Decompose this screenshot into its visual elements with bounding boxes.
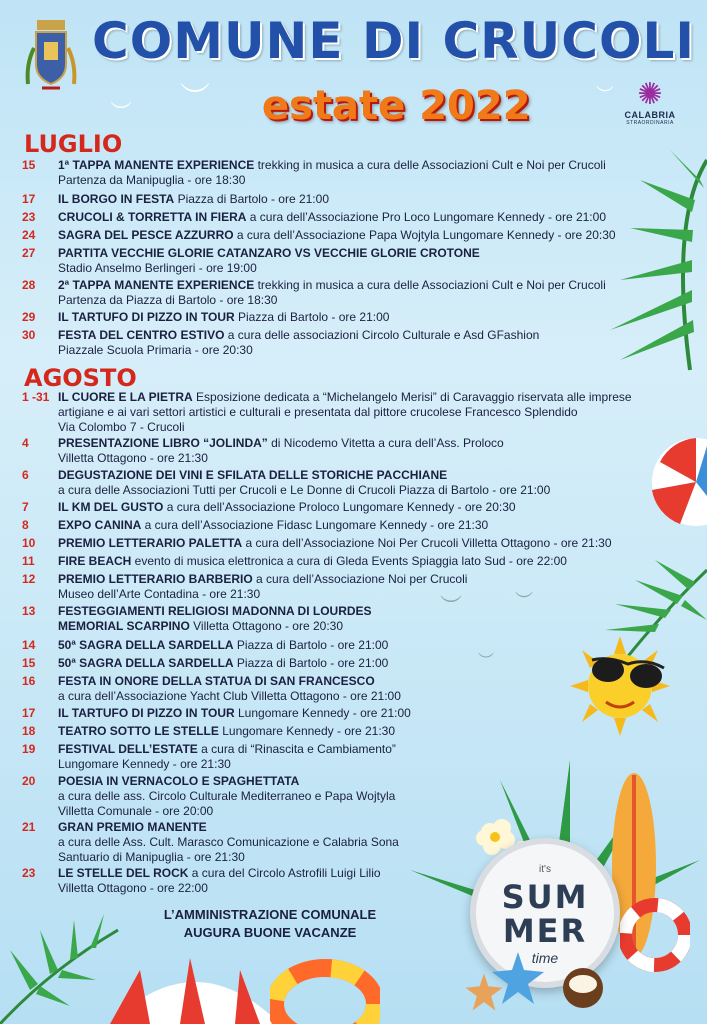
event-desc: Lungomare Kennedy - ore 21:00 (234, 706, 411, 720)
event-location: Partenza da Manipuglia - ore 18:30 (58, 173, 246, 187)
event-day: 28 (22, 278, 36, 292)
event-item (22, 310, 662, 325)
event-item (22, 638, 662, 653)
event-organizer: a cura delle Ass. Cult. Marasco Comunicazione e Calabria Sona (58, 835, 399, 849)
event-location: Piazzale Scuola Primaria - ore 20:30 (58, 343, 253, 357)
event-item (22, 674, 662, 704)
event-name: FESTA DEL CENTRO ESTIVO (58, 328, 225, 342)
event-desc: a cura dell’Associazione Proloco Lungomare Kennedy - ore 20:30 (163, 500, 516, 514)
event-item (22, 820, 662, 865)
calabria-logo-subtext: STRAORDINARIA (626, 120, 674, 126)
closing-message (140, 906, 400, 942)
event-desc: Villetta Ottagono - ore 20:30 (189, 619, 344, 633)
event-day: 10 (22, 536, 36, 550)
bird-icon: ︶ (596, 85, 614, 105)
event-name: 2ª TAPPA MANENTE EXPERIENCE (58, 278, 255, 292)
event-name: FESTA IN ONORE DELLA STATUA DI SAN FRANCESCO (58, 674, 375, 688)
event-name: EXPO CANINA (58, 518, 142, 532)
event-item (22, 192, 662, 207)
event-day: 6 (22, 468, 29, 482)
event-desc: a cura dell’Associazione Noi per Crucoli (252, 572, 468, 586)
event-name: IL BORGO IN FESTA (58, 192, 175, 206)
event-desc: a cura dell’Associazione Papa Wojtyla Lungomare Kennedy - ore 20:30 (233, 228, 616, 242)
event-location: a cura dell’Associazione Yacht Club Villetta Ottagono - ore 21:00 (58, 689, 401, 703)
event-desc: di Nicodemo Vitetta a cura dell’Ass. Proloco (267, 436, 504, 450)
event-name: FESTEGGIAMENTI RELIGIOSI MADONNA DI LOURDES (58, 604, 372, 618)
event-name: 50ª SAGRA DELLA SARDELLA (58, 656, 234, 670)
bird-icon: ︶ (110, 100, 133, 125)
event-organizer: a cura delle ass. Circolo Culturale Mediterraneo e Papa Wojtyla (58, 789, 396, 803)
event-item (22, 554, 662, 569)
event-day: 13 (22, 604, 36, 618)
event-desc: a cura dell’Associazione Noi Per Crucoli Villetta Ottagono - ore 21:30 (242, 536, 612, 550)
starfish-icon (464, 972, 504, 1012)
event-name: GRAN PREMIO MANENTE (58, 820, 207, 834)
event-name: LE STELLE DEL ROCK (58, 866, 189, 880)
event-day: 16 (22, 674, 36, 688)
event-desc: Esposizione dedicata a “Michelangelo Merisi” di Caravaggio riservata alle imprese artigiane e ai vari settori artistici e culturali e presentata dal pittore crucolese Francesco Splendido (58, 390, 632, 419)
page-title: COMUNE DI CRUCOLI (92, 12, 695, 70)
event-location: Villetta Ottagono - ore 22:00 (58, 881, 208, 895)
event-item (22, 436, 662, 466)
closing-line-2: AUGURA BUONE VACANZE (183, 925, 357, 940)
badge-mer-text: MER (502, 912, 588, 950)
badge-its-text: it's (539, 864, 551, 875)
event-name: PARTITA VECCHIE GLORIE CATANZARO VS VECCHIE GLORIE CROTONE (58, 246, 480, 260)
coconut-icon (560, 966, 606, 1010)
event-desc: a cura di “Rinascita e Cambiamento” (197, 742, 396, 756)
event-name: 50ª SAGRA DELLA SARDELLA (58, 638, 234, 652)
event-day: 15 (22, 158, 36, 172)
event-name: IL TARTUFO DI PIZZO IN TOUR (58, 310, 235, 324)
event-day: 17 (22, 706, 36, 720)
event-item (22, 572, 662, 602)
umbrella-icon (110, 950, 280, 1024)
lifebuoy-icon (620, 890, 690, 980)
event-item (22, 468, 662, 498)
event-name: FIRE BEACH (58, 554, 132, 568)
event-item (22, 158, 662, 188)
event-desc: a cura dell’Associazione Pro Loco Lungomare Kennedy - ore 21:00 (246, 210, 606, 224)
event-desc: a cura delle associazioni Circolo Culturale e Asd GFashion (224, 328, 540, 342)
event-item (22, 228, 662, 243)
event-name: PRESENTAZIONE LIBRO “JOLINDA” (58, 436, 268, 450)
event-location: Museo dell’Arte Contadina - ore 21:30 (58, 587, 261, 601)
event-day: 12 (22, 572, 36, 586)
event-name: FESTIVAL DELL’ESTATE (58, 742, 198, 756)
event-desc: Piazza di Bartolo - ore 21:00 (233, 656, 389, 670)
event-name: IL TARTUFO DI PIZZO IN TOUR (58, 706, 235, 720)
event-day: 17 (22, 192, 36, 206)
event-desc: a cura del Circolo Astrofili Luigi Lilio (188, 866, 381, 880)
event-name: IL KM DEL GUSTO (58, 500, 164, 514)
event-name: CRUCOLI & TORRETTA IN FIERA (58, 210, 247, 224)
event-location: Lungomare Kennedy - ore 21:30 (58, 757, 231, 771)
event-item (22, 278, 662, 308)
event-location: Via Colombo 7 - Crucoli (58, 420, 185, 434)
section-heading-luglio: LUGLIO (24, 130, 123, 158)
bird-icon: ︶ (180, 82, 210, 115)
lifebuoy-icon (270, 950, 380, 1024)
event-desc: Piazza di Bartolo - ore 21:00 (233, 638, 389, 652)
badge-time-text: time (531, 950, 559, 966)
event-day: 4 (22, 436, 29, 450)
event-day: 1 -31 (22, 390, 50, 404)
event-day: 23 (22, 866, 36, 880)
event-desc: a cura dell’Associazione Fidasc Lungomare Kennedy - ore 21:30 (141, 518, 489, 532)
event-desc: trekking in musica a cura delle Associazioni Cult e Noi per Crucoli (254, 158, 606, 172)
calabria-logo (610, 80, 690, 126)
event-item (22, 518, 662, 533)
event-item (22, 742, 662, 772)
event-name: 1ª TAPPA MANENTE EXPERIENCE (58, 158, 255, 172)
crest-icon (22, 14, 80, 98)
event-name: POESIA IN VERNACOLO E SPAGHETTATA (58, 774, 300, 788)
event-day: 27 (22, 246, 36, 260)
event-item (22, 604, 662, 634)
page-subtitle: estate 2022 (262, 83, 531, 129)
event-item (22, 500, 662, 515)
event-day: 11 (22, 554, 35, 568)
event-day: 24 (22, 228, 36, 242)
event-name: PREMIO LETTERARIO BARBERIO (58, 572, 253, 586)
event-location: Stadio Anselmo Berlingeri - ore 19:00 (58, 261, 257, 275)
event-item (22, 328, 662, 358)
event-item (22, 246, 662, 276)
event-day: 14 (22, 638, 36, 652)
event-day: 23 (22, 210, 36, 224)
event-name: TEATRO SOTTO LE STELLE (58, 724, 219, 738)
event-day: 30 (22, 328, 36, 342)
event-name: DEGUSTAZIONE DEI VINI E SFILATA DELLE STORICHE PACCHIANE (58, 468, 448, 482)
event-day: 15 (22, 656, 36, 670)
event-item (22, 536, 662, 551)
event-item (22, 653, 662, 671)
event-day: 7 (22, 500, 29, 514)
event-location: a cura delle Associazioni Tutti per Crucoli e Le Donne di Crucoli Piazza di Bartolo - ore 21:00 (58, 483, 551, 497)
event-desc: evento di musica elettronica a cura di Gleda Events Spiaggia lato Sud - ore 22:00 (131, 554, 567, 568)
bird-icon: ︶ (478, 653, 495, 670)
event-day: 20 (22, 774, 36, 788)
event-item (22, 210, 662, 225)
event-name: SAGRA DEL PESCE AZZURRO (58, 228, 234, 242)
event-desc: trekking in musica a cura delle Associazioni Cult e Noi per Crucoli (254, 278, 606, 292)
event-desc: Lungomare Kennedy - ore 21:30 (218, 724, 396, 738)
event-item (22, 724, 662, 739)
bird-icon: ︶ (440, 594, 463, 619)
event-name: PREMIO LETTERARIO PALETTA (58, 536, 243, 550)
event-item (22, 866, 662, 896)
event-day: 19 (22, 742, 36, 756)
event-day: 8 (22, 518, 29, 532)
event-name-secondary: MEMORIAL SCARPINO (58, 619, 190, 633)
event-location: Villetta Ottagono - ore 21:30 (58, 451, 208, 465)
event-item (22, 390, 662, 435)
calabria-logo-text: CALABRIA (624, 110, 676, 120)
event-item (22, 706, 662, 721)
bird-icon: ︶ (515, 591, 533, 611)
badge-sum-text: SUM (501, 878, 589, 916)
event-day: 29 (22, 310, 36, 324)
event-location: Partenza da Piazza di Bartolo - ore 18:30 (58, 293, 278, 307)
event-day: 18 (22, 724, 36, 738)
event-desc: Piazza di Bartolo - ore 21:00 (174, 192, 329, 206)
palm-leaf-icon (0, 910, 120, 1024)
section-heading-agosto: AGOSTO (24, 364, 137, 392)
event-location: Santuario di Manipuglia - ore 21:30 (58, 850, 245, 864)
flower-icon: ✺ (637, 78, 663, 111)
event-item (22, 774, 662, 819)
event-desc: Piazza di Bartolo - ore 21:00 (234, 310, 390, 324)
event-day: 21 (22, 820, 36, 834)
event-name: IL CUORE E LA PIETRA (58, 390, 193, 404)
event-location: Villetta Comunale - ore 20:00 (58, 804, 214, 818)
closing-line-1: L’AMMINISTRAZIONE COMUNALE (163, 907, 377, 922)
